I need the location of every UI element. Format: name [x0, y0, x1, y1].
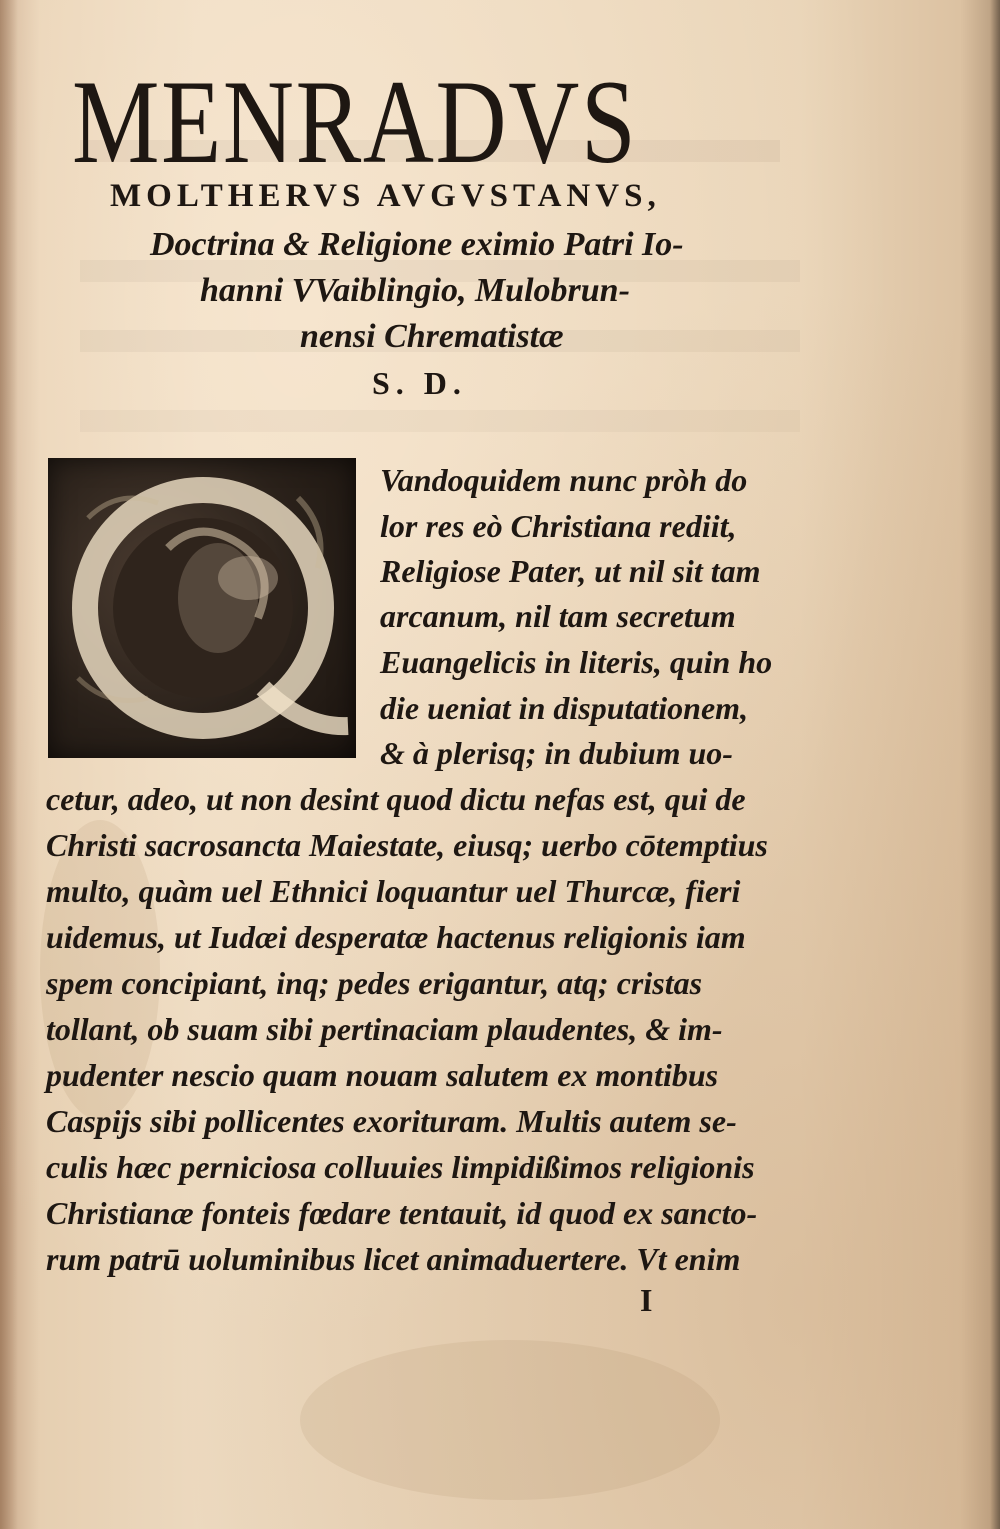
dedication-line: Doctrina & Religione eximio Patri Io- [150, 226, 684, 263]
text-line: Vandoquidem nunc pròh do [380, 462, 748, 498]
text-line: Christi sacrosancta Maiestate, eiusq; uerbo cōtemptius [46, 827, 768, 863]
spine-shadow [0, 0, 18, 1529]
text-line: lor res eò Christiana rediit, [380, 508, 737, 544]
text-line: Religiose Pater, ut nil sit tam [380, 553, 761, 589]
decorated-initial-art [48, 458, 356, 758]
text-line: & à plerisq; in dubium uo- [380, 735, 733, 771]
text-line: multo, quàm uel Ethnici loquantur uel Thurcæ, fieri [46, 873, 741, 909]
text-line: Euangelicis in literis, quin ho [380, 644, 773, 680]
text-line: uidemus, ut Iudæi desperatæ hactenus religionis iam [46, 919, 746, 955]
text-line: Christianæ fonteis fœdare tentauit, id quod ex sancto- [46, 1195, 758, 1231]
author-origin-heading: MOLTHERVS AVGVSTANVS, [110, 178, 661, 214]
decorated-initial [48, 458, 356, 758]
text-line: Caspijs sibi pollicentes exorituram. Multis autem se- [46, 1103, 737, 1139]
dedication-line: hanni VVaiblingio, Mulobrun- [200, 272, 630, 309]
text-line: rum patrū uoluminibus licet animaduertere. Vt enim [46, 1241, 741, 1277]
text-line: culis hæc perniciosa colluuies limpidißimos religionis [46, 1149, 755, 1185]
text-line: arcanum, nil tam secretum [380, 598, 736, 634]
text-line: tollant, ob suam sibi pertinaciam plaudentes, & im- [46, 1011, 723, 1047]
text-line: cetur, adeo, ut non desint quod dictu nefas est, qui de [46, 781, 746, 817]
paper-stain [300, 1340, 720, 1500]
bleed-through [80, 410, 800, 432]
page-edge [990, 0, 1000, 1529]
signature-mark: I [640, 1282, 653, 1318]
salutation: S. D. [372, 365, 467, 401]
text-line: die ueniat in disputationem, [380, 690, 749, 726]
text-line: pudenter nescio quam nouam salutem ex montibus [46, 1057, 719, 1093]
author-name-heading: MENRADVS [72, 55, 638, 188]
dedication-line: nensi Chrematistæ [300, 318, 564, 355]
text-line: spem concipiant, inq; pedes erigantur, atq; cristas [46, 965, 703, 1001]
